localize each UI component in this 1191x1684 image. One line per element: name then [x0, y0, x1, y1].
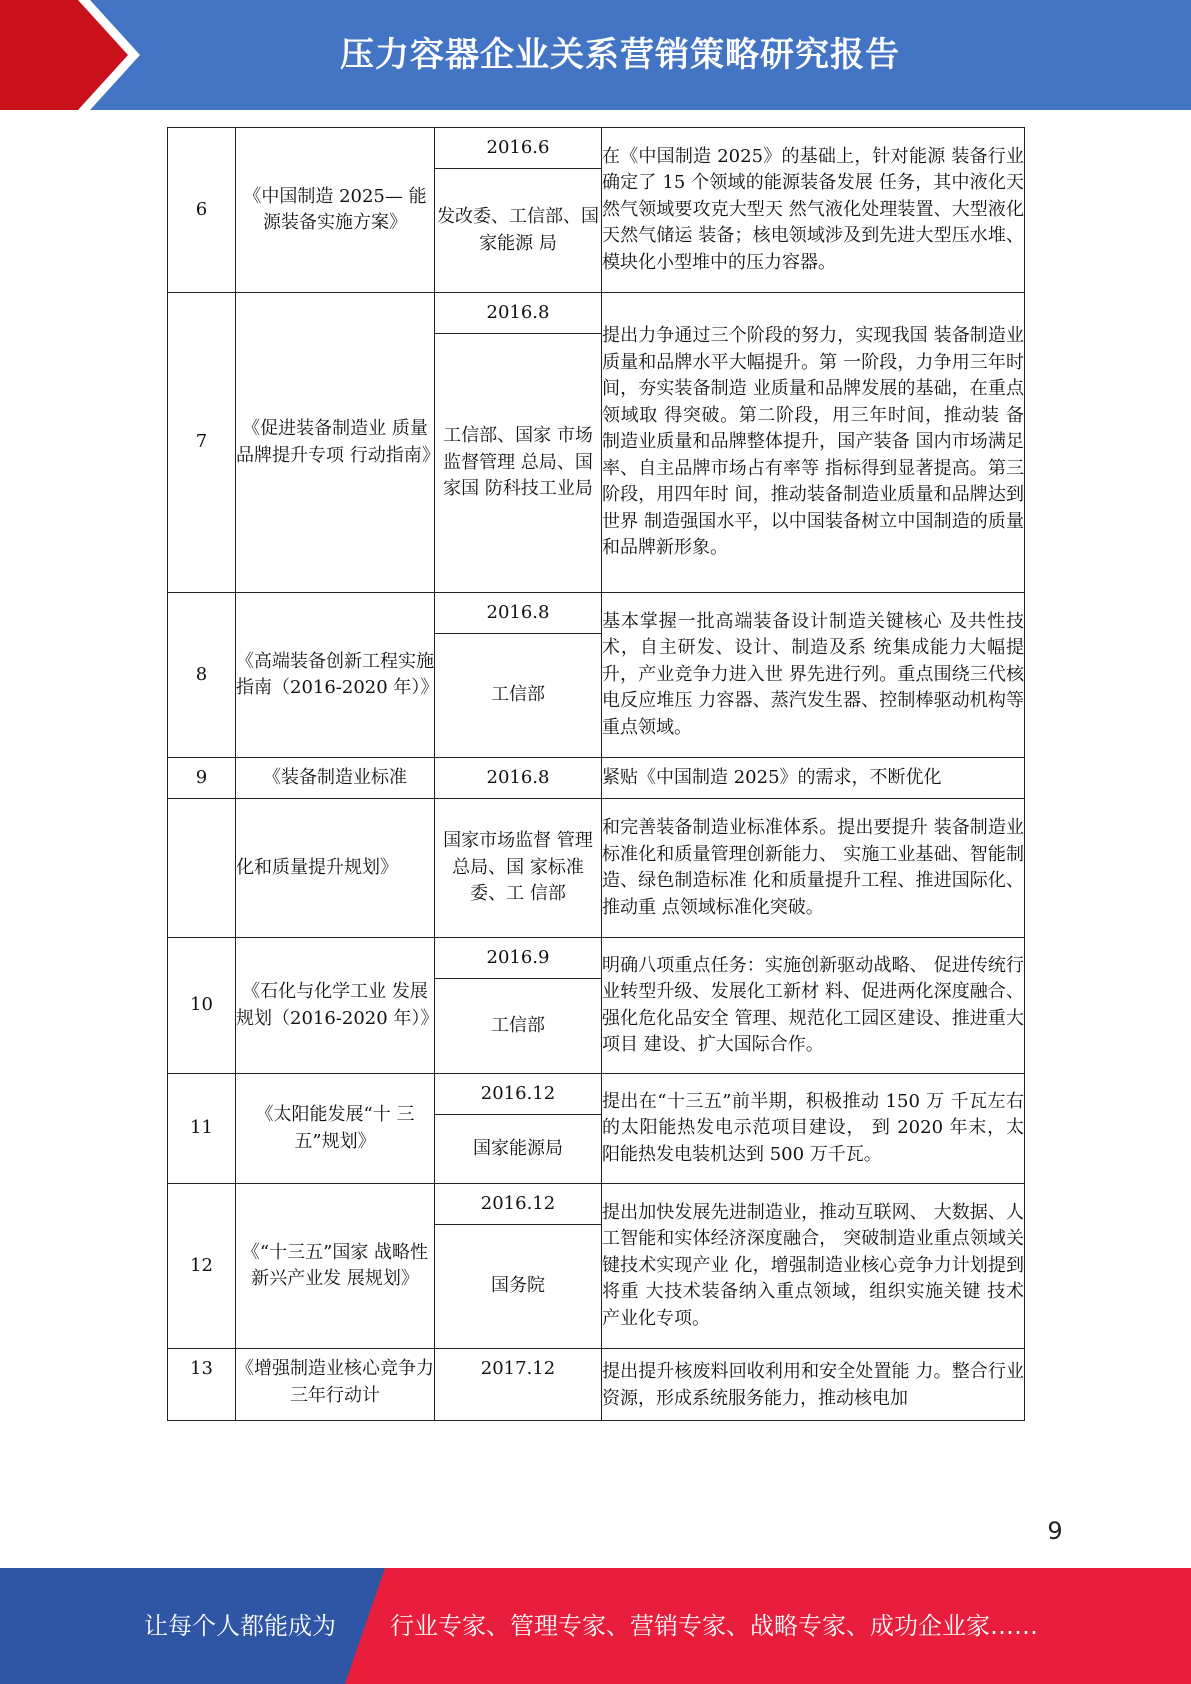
- policy-table: [167, 127, 1025, 1421]
- footer-slogan-right: 行业专家、管理专家、营销专家、战略专家、成功企业家……: [390, 1612, 1038, 1640]
- header-chevron-decoration: [0, 0, 150, 110]
- policy-date: 2016.9: [435, 938, 602, 979]
- table-row: [168, 799, 1025, 938]
- policy-date: 2017.12: [435, 1349, 602, 1421]
- policy-description: 在《中国制造 2025》的基础上，针对能源 装备行业确定了 15 个领域的能源装备发展 任务，其中液化天然气领域要攻克大型天 然气液化处理装置、大型液化天然气储运 装备；核电领域涉及到先进大型压水堆、 模块化小型堆中的压力容器。: [602, 128, 1025, 293]
- page-number: 9: [1047, 1517, 1063, 1545]
- policy-name: 《石化与化学工业 发展规划（2016-2020 年）》: [236, 938, 435, 1074]
- issuing-department: 工信部: [435, 634, 602, 758]
- policy-date: 2016.6: [435, 128, 602, 169]
- policy-date: 2016.12: [435, 1184, 602, 1225]
- table-row: [168, 1349, 1025, 1421]
- policy-name: 《中国制造 2025— 能源装备实施方案》: [236, 128, 435, 293]
- policy-name: 化和质量提升规划》: [236, 799, 435, 938]
- issuing-department: 国家市场监督 管理总局、国 家标准委、工 信部: [435, 799, 602, 938]
- policy-name: 《促进装备制造业 质量品牌提升专项 行动指南》: [236, 293, 435, 593]
- policy-description: 提出提升核废料回收利用和安全处置能 力。整合行业资源，形成系统服务能力，推动核电加: [602, 1349, 1025, 1421]
- issuing-department: 国家能源局: [435, 1115, 602, 1184]
- table-row: [168, 1184, 1025, 1225]
- table-row: [168, 1074, 1025, 1115]
- issuing-department: 工信部、国家 市场监督管理 总局、国家国 防科技工业局: [435, 334, 602, 593]
- policy-name: 《装备制造业标准: [236, 758, 435, 799]
- row-number: 11: [168, 1074, 236, 1184]
- policy-description: 基本掌握一批高端装备设计制造关键核心 及共性技术，自主研发、设计、制造及系 统集成能力大幅提升，产业竞争力进入世 界先进行列。重点围绕三代核电反应堆压 力容器、蒸汽发生器、控制棒驱动机构等 重点领域。: [602, 593, 1025, 758]
- policy-description: 和完善装备制造业标准体系。提出要提升 装备制造业标准化和质量管理创新能力、 实施工业基础、智能制造、绿色制造标准 化和质量提升工程、推进国际化、推动重 点领域标准化突破。: [602, 799, 1025, 938]
- row-number: 12: [168, 1184, 236, 1349]
- policy-date: 2016.8: [435, 293, 602, 334]
- policy-name: 《高端装备创新工程实施指南（2016-2020 年）》: [236, 593, 435, 758]
- policy-name: 《增强制造业核心竞争力三年行动计: [236, 1349, 435, 1421]
- policy-date: 2016.12: [435, 1074, 602, 1115]
- table-row: [168, 938, 1025, 979]
- row-number: 6: [168, 128, 236, 293]
- policy-table-container: [167, 127, 1025, 1409]
- report-title: 压力容器企业关系营销策略研究报告: [340, 35, 900, 75]
- page-header: [0, 0, 1191, 110]
- table-row: [168, 293, 1025, 334]
- row-number: 10: [168, 938, 236, 1074]
- row-number: 13: [168, 1349, 236, 1421]
- policy-date: 2016.8: [435, 758, 602, 799]
- policy-name: 《太阳能发展“十 三五”规划》: [236, 1074, 435, 1184]
- policy-description: 提出力争通过三个阶段的努力，实现我国 装备制造业质量和品牌水平大幅提升。第 一阶段，力争用三年时间，夯实装备制造 业质量和品牌发展的基础，在重点领域取 得突破。第二阶段，用三年时间，推动装 备制造业质量和品牌整体提升，国产装备 国内市场满足率、自主品牌市场占有率等 指标得到显著提高。第三阶段，用四年时 间，推动装备制造业质量和品牌达到世界 制造强国水平，以中国装备树立中国制造的质量和品牌新形象。: [602, 293, 1025, 593]
- table-row: [168, 593, 1025, 634]
- policy-date: 2016.8: [435, 593, 602, 634]
- page-footer: [0, 1568, 1191, 1684]
- table-row: [168, 758, 1025, 799]
- row-number: 9: [168, 758, 236, 799]
- policy-description: 明确八项重点任务：实施创新驱动战略、 促进传统行业转型升级、发展化工新材 料、促进两化深度融合、强化危化品安全 管理、规范化工园区建设、推进重大项目 建设、扩大国际合作。: [602, 938, 1025, 1074]
- policy-description: 提出在“十三五”前半期，积极推动 150 万 千瓦左右的太阳能热发电示范项目建设， 到 2020 年末，太阳能热发电装机达到 500 万千瓦。: [602, 1074, 1025, 1184]
- policy-name: 《“十三五”国家 战略性新兴产业发 展规划》: [236, 1184, 435, 1349]
- issuing-department: 工信部: [435, 979, 602, 1074]
- issuing-department: 国务院: [435, 1225, 602, 1349]
- row-number: 7: [168, 293, 236, 593]
- row-number: 8: [168, 593, 236, 758]
- policy-description: 提出加快发展先进制造业，推动互联网、 大数据、人工智能和实体经济深度融合， 突破制造业重点领域关键技术实现产业 化，增强制造业核心竞争力计划提到将重 大技术装备纳入重点领域，组织实施关键 技术产业化专项。: [602, 1184, 1025, 1349]
- table-row: [168, 128, 1025, 169]
- policy-description: 紧贴《中国制造 2025》的需求，不断优化: [602, 758, 1025, 799]
- row-number: [168, 799, 236, 938]
- issuing-department: 发改委、工信部、国家能源 局: [435, 169, 602, 293]
- footer-slogan-left: 让每个人都能成为: [144, 1612, 336, 1640]
